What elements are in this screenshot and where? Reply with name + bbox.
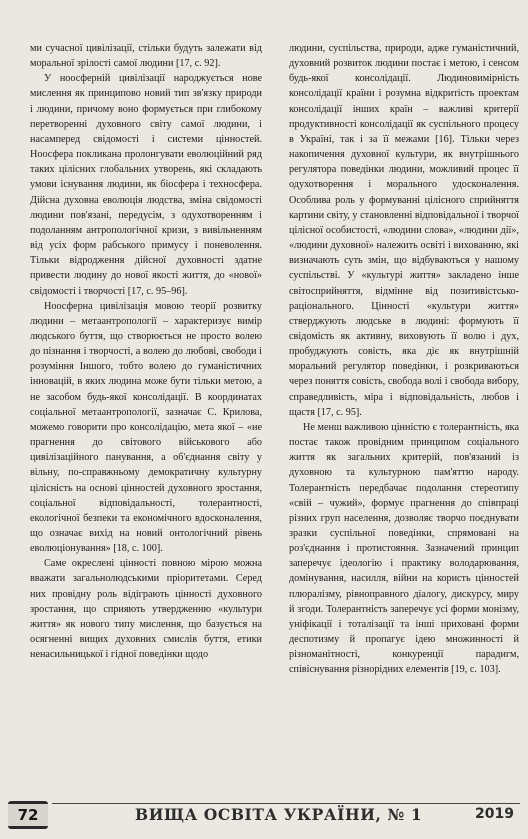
page-number-badge <box>8 801 48 829</box>
paragraph: Ноосферна цивілізація мовою теорії розвитку людини – метаантропології – характеризує вимір людського буття, що створюється не просто волею до пізнання і творчості, а волею до любові, свободи і розуміння Іншого, тобто волею до гуманістичних інновацій, в яких людина може бути тільки метою, а не засобом будь-якої консолідації. В координатах соціальної метаантропології, зазначає С. Крилова, можемо говорити про консолідацію, мета якої – «не прагнення до світового військового або цивілізаційного панування, а об'єднання світу у вільну, по-справжньому демократичну культурну цілісність на основі цінностей духовного зростання, соціальної відповідальності, толерантності, екологічної безпеки та економічного вдосконалення, що означає вихід на новий онтологічний рівень еволюціонування» [18, с. 100]. <box>30 300 262 555</box>
right-column <box>289 41 519 678</box>
issue-year: 2019 <box>475 806 514 822</box>
page-number: 72 <box>8 804 48 826</box>
paragraph: Не менш важливою цінністю є толерантність, яка постає також провідним принципом соціального життя як загальних критерій, пов'язаний із духовною та культурною пам'яттю народу. Толерантність передбачає подолання стереотипу «свій – чужий», формує прагнення до співпраці різних груп населення, дозволяє творчо поєднувати зразки суспільної поведінки, спрямовані на роз'єднання і протистояння. Зазначений принцип заперечує ідеологію і практику володарювання, домінування, насилля, війни на користь цінностей плюралізму, рівноправного діалогу, дискурсу, миру й згоди. Толерантність заперечує усі форми монізму, уніфікації і тоталізації та інші приховані форми деспотизму й пропагує ідею множинності й різноманітності, конкуренції парадигм, співіснування різнорідних елементів [19, с. 103]. <box>289 421 519 676</box>
paragraph: У ноосферній цивілізації народжується нове мислення як принципово новий тип зв'язку природи і людини, причому воно формується при глибокому перетворенні духовного світу самої людини, і насамперед свідомості і системи цінностей. Ноосфера покликана пролонгувати еволюційний ряд таких цілісних глобальних утворень, які складають умови існування людини, як біосфера і техносфера. Дійсна духовна еволюція людства, зміна свідомості людини пов'язані, передусім, з одухотворенням і подоланням антропологічної кризи, з вивільненням від усіх форм рабського примусу і поневолення. Тільки відродження дійсної духовності здатне привести людину до нової якості життя, до «нової» свідомості і творчості [17, с. 95–96]. <box>30 73 262 297</box>
footer-rule <box>52 803 520 804</box>
paragraph: людини, суспільства, природи, адже гуманістичний, духовний розвиток людини постає і метою, і сенсом будь-якої консолідації. Людиновимірність консолідації країни і розумна відкритість проектам консолідації інших країн – важливі критерії продуктивності консолідації як суспільного процесу в Україні, так і за її межами [16]. Тільки через накопичення духовної культури, як внутрішнього регулятора поведінки людини, можливий процес її одухотворення і морального удосконалення. Особлива роль у формуванні цілісного сприйняття картини світу, у становленні відповідальної і творчої цілісної особистості, «людини слова», «людини дії», «людини духовної» належить освіті і вихованню, які визначають суть змін, що відбуваються у нашому суспільстві. У «культурі життя» закладено інше світосприйняття, відмінне від позитивістсько-раціонального. Цінності «культури життя» стверджують людське в людині: формують її свідомість як активну, виховують її волю і дух, пробуджують совість, яка діє як внутрішній моральний регулятор поведінки, і розкриваються через поняття совість, свобода волі і свобода вибору, справедливість, міра і відповідальність, любов і щастя [17, с. 95]. <box>289 43 519 418</box>
left-column <box>30 41 262 662</box>
paragraph: ми сучасної цивілізації, стільки будуть залежати від моральної зрілості самої людини [17, с. 92]. <box>30 43 262 70</box>
paragraph: Саме окреслені цінності повною мірою можна вважати загальнолюдськими пріоритетами. Серед них провідну роль відіграють цінності духовного зростання, що сприяють утвердженню «культури життя» як нового типу мислення, що базується на осягненні вищих духовних смислів буття, етики ненасильницької і гідної поведінки щодо <box>30 558 262 661</box>
journal-title: ВИЩА ОСВІТА УКРАЇНИ, № 1 <box>135 805 423 824</box>
page-footer <box>0 795 528 835</box>
